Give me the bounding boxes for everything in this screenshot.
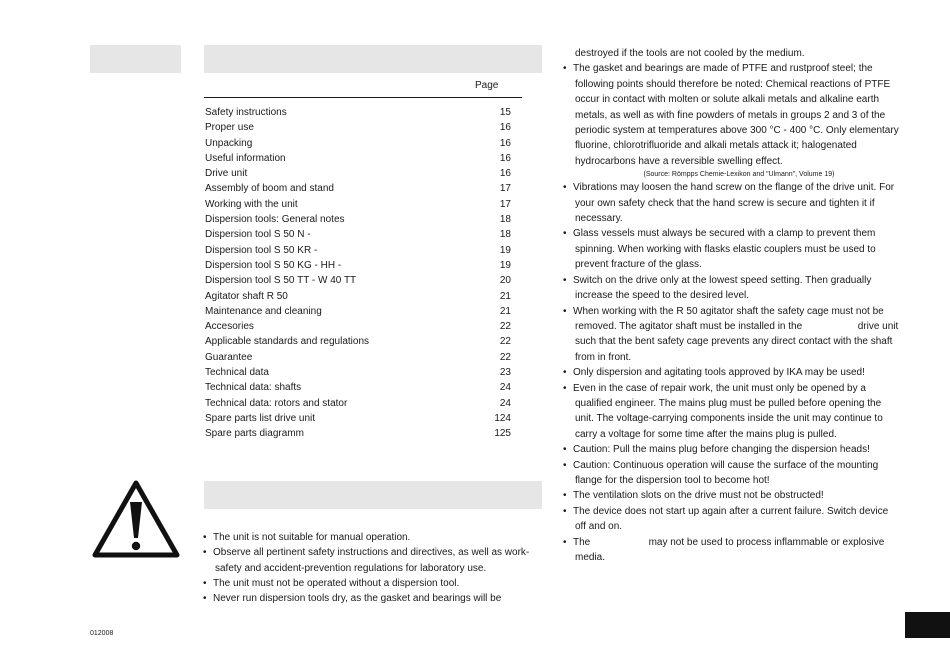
toc-entry-page: 18: [499, 214, 511, 226]
toc-row: [205, 258, 511, 273]
bullet-line: spinning. When working with flasks elastic couplers must be used to: [575, 243, 876, 255]
bullet-item: [563, 381, 903, 443]
bullet-item: [563, 535, 903, 566]
toc-entry-page: 22: [499, 321, 511, 333]
toc-entry-page: 23: [499, 367, 511, 379]
bullet-line: periodic system at temperatures above 300 °C - 400 °C. Only elementary: [575, 125, 899, 137]
table-of-contents: [205, 105, 511, 442]
continued-text: destroyed if the tools are not cooled by the medium.: [575, 48, 805, 59]
toc-row: [205, 166, 511, 181]
bullet-line: • Vibrations may loosen the hand screw on the flange of the drive unit. For: [573, 182, 895, 194]
toc-entry-title: Applicable standards and regulations: [205, 336, 369, 348]
bullet-item: [563, 61, 903, 169]
toc-row: [205, 273, 511, 288]
toc-entry-page: 21: [499, 290, 511, 302]
bullet-line: removed. The agitator shaft must be installed in the drive unit: [575, 320, 899, 332]
toc-entry-title: Guarantee: [205, 351, 253, 363]
bullet-item: [563, 458, 903, 489]
page-edge-tab: [905, 612, 950, 638]
bullet-item: [203, 591, 542, 606]
bullet-item: [563, 304, 903, 366]
toc-entry-page: 17: [499, 183, 511, 195]
toc-row: [205, 319, 511, 334]
bullet-line: off and on.: [575, 521, 623, 533]
bullet-line: • The may not be used to process inflammable or explosive: [573, 536, 885, 548]
toc-entry-page: 19: [499, 259, 511, 271]
bullet-line: following points should therefore be noted: Chemical reactions of PTFE: [575, 78, 891, 90]
toc-entry-title: Technical data: shafts: [205, 382, 302, 394]
toc-row: [205, 105, 511, 120]
bullet-item: [563, 442, 903, 457]
bullet-line: • When working with the R 50 agitator shaft the safety cage must not be: [573, 305, 884, 317]
bullet-line: • Only dispersion and agitating tools approved by IKA may be used!: [573, 367, 865, 379]
toc-entry-title: Drive unit: [205, 168, 248, 180]
toc-entry-page: 16: [499, 152, 511, 164]
toc-entry-page: 22: [499, 336, 511, 348]
toc-entry-page: 17: [499, 198, 511, 210]
toc-entry-title: Agitator shaft R 50: [205, 290, 288, 302]
bullet-line: • The device does not start up again after a current failure. Switch device: [573, 505, 889, 517]
bullet-item: [563, 273, 903, 304]
toc-entry-title: Spare parts diagramm: [205, 428, 304, 440]
toc-row: [205, 151, 511, 166]
toc-entry-page: 125: [494, 428, 511, 440]
bullet-line: • Caution: Continuous operation will cause the surface of the mounting: [573, 459, 879, 471]
bullet-item: [563, 365, 903, 380]
toc-entry-title: Dispersion tool S 50 TT - W 40 TT: [205, 275, 357, 287]
safety-instructions-right: [563, 46, 903, 565]
toc-entry-title: Safety instructions: [205, 107, 287, 118]
toc-row: [205, 243, 511, 258]
bullet-line: qualified engineer. The mains plug must be pulled before opening the: [575, 397, 882, 409]
toc-row: [205, 304, 511, 319]
toc-entry-title: Dispersion tools: General notes: [205, 214, 345, 226]
toc-row: [205, 396, 511, 411]
bullet-line: flange for the dispersion tool to become hot!: [575, 474, 770, 486]
toc-entry-title: Assembly of boom and stand: [205, 183, 334, 195]
toc-row: [205, 227, 511, 242]
toc-row: [205, 411, 511, 426]
toc-row: [205, 426, 511, 441]
toc-row: [205, 181, 511, 196]
toc-entry-title: Accesories: [205, 321, 254, 333]
toc-entry-page: 16: [499, 168, 511, 180]
bullet-line: • The gasket and bearings are made of PTFE and rustproof steel; the: [573, 63, 873, 75]
toc-entry-title: Working with the unit: [205, 198, 298, 210]
bullet-item: [203, 530, 542, 545]
bullet-item: [563, 180, 903, 226]
bullet-line: • Glass vessels must always be secured with a clamp to prevent them: [573, 228, 876, 240]
toc-entry-page: 124: [494, 412, 511, 424]
bullet-line: • Even in the case of repair work, the unit must only be opened by a: [573, 382, 866, 394]
toc-entry-page: 18: [499, 229, 511, 241]
toc-entry-page: 21: [499, 305, 511, 317]
bullet-line: such that the bent safety cage prevents any direct contact with the shaft: [575, 336, 893, 348]
toc-entry-page: 24: [499, 397, 511, 409]
bullet-line: prevent fracture of the glass.: [575, 259, 702, 271]
bullet-item: [563, 488, 903, 503]
toc-entry-title: Dispersion tool S 50 KR -: [205, 244, 318, 256]
bullet-line: carry a voltage for some time after the mains plug is pulled.: [575, 428, 837, 440]
bullet-line: • The unit must not be operated without a dispersion tool.: [213, 577, 460, 589]
toc-row: [205, 212, 511, 227]
toc-row: [205, 365, 511, 380]
toc-entry-title: Unpacking: [205, 137, 253, 149]
bullet-line: • Switch on the drive only at the lowest speed setting. Then gradually: [573, 274, 872, 286]
bullet-line: necessary.: [575, 213, 623, 225]
bullet-line: your own safety check that the hand screw is secure and tighten it if: [575, 197, 875, 209]
side-header-box: [90, 45, 181, 73]
toc-entry-page: 16: [499, 137, 511, 149]
bullet-line: • Caution: Pull the mains plug before changing the dispersion heads!: [573, 444, 870, 456]
bullet-line: • The unit is not suitable for manual operation.: [213, 532, 411, 543]
bullet-line: • The ventilation slots on the drive must not be obstructed!: [573, 490, 824, 502]
bullet-item: [203, 576, 542, 591]
bullet-line: occur in contact with molten or solute alkali metals and alkaline earth: [575, 94, 880, 106]
toc-row: [205, 334, 511, 349]
bullet-item: [563, 226, 903, 272]
safety-header-box: [204, 481, 542, 509]
toc-entry-title: Dispersion tool S 50 N -: [205, 229, 311, 241]
toc-entry-title: Dispersion tool S 50 KG - HH -: [205, 259, 342, 271]
toc-row: [205, 120, 511, 135]
toc-row: [205, 197, 511, 212]
bullet-line: hydrocarbons have a reversible swelling effect.: [575, 155, 783, 167]
toc-page-column-header: Page: [475, 80, 499, 91]
safety-instructions-left: [203, 530, 542, 606]
toc-entry-page: 22: [499, 351, 511, 363]
bullet-line: media.: [575, 552, 606, 563]
bullet-item: [203, 545, 542, 576]
bullet-line: from in front.: [575, 351, 632, 363]
document-code: 012008: [90, 630, 114, 637]
toc-entry-page: 16: [499, 122, 511, 134]
toc-entry-title: Proper use: [205, 122, 254, 134]
bullet-line: • Never run dispersion tools dry, as the gasket and bearings will be: [213, 593, 502, 605]
toc-entry-title: Maintenance and cleaning: [205, 305, 322, 317]
bullet-item: [563, 504, 903, 535]
toc-entry-title: Spare parts list drive unit: [205, 412, 316, 424]
toc-row: [205, 289, 511, 304]
warning-triangle-icon: [92, 480, 180, 558]
bullet-line: unit. The voltage-carrying components inside the unit may continue to: [575, 413, 883, 425]
toc-entry-title: Technical data: rotors and stator: [205, 397, 348, 409]
bullet-line: • Observe all pertinent safety instructions and directives, as well as work-: [213, 547, 530, 559]
toc-entry-title: Useful information: [205, 152, 286, 164]
source-citation: (Source: Römpps Chemie-Lexikon and "Ulmann", Volume 19): [643, 171, 835, 179]
toc-entry-page: 19: [499, 244, 511, 256]
bullet-line: fluorine, chlorotrifluoride and alkali metals attack it; halogenated: [575, 140, 857, 152]
toc-entry-page: 24: [499, 382, 511, 394]
toc-row: [205, 350, 511, 365]
toc-row: [205, 136, 511, 151]
toc-entry-title: Technical data: [205, 367, 269, 379]
toc-row: [205, 380, 511, 395]
toc-entry-page: 15: [499, 107, 511, 118]
toc-header-box: [204, 45, 542, 73]
bullet-line: increase the speed to the desired level.: [575, 290, 749, 302]
bullet-line: safety and accident-prevention regulations for laboratory use.: [215, 562, 487, 574]
bullet-line: metals, as well as with fine powders of metals in groups 2 and 3 of the: [575, 109, 886, 121]
toc-header-rule: [204, 97, 522, 98]
toc-entry-page: 20: [499, 275, 511, 287]
